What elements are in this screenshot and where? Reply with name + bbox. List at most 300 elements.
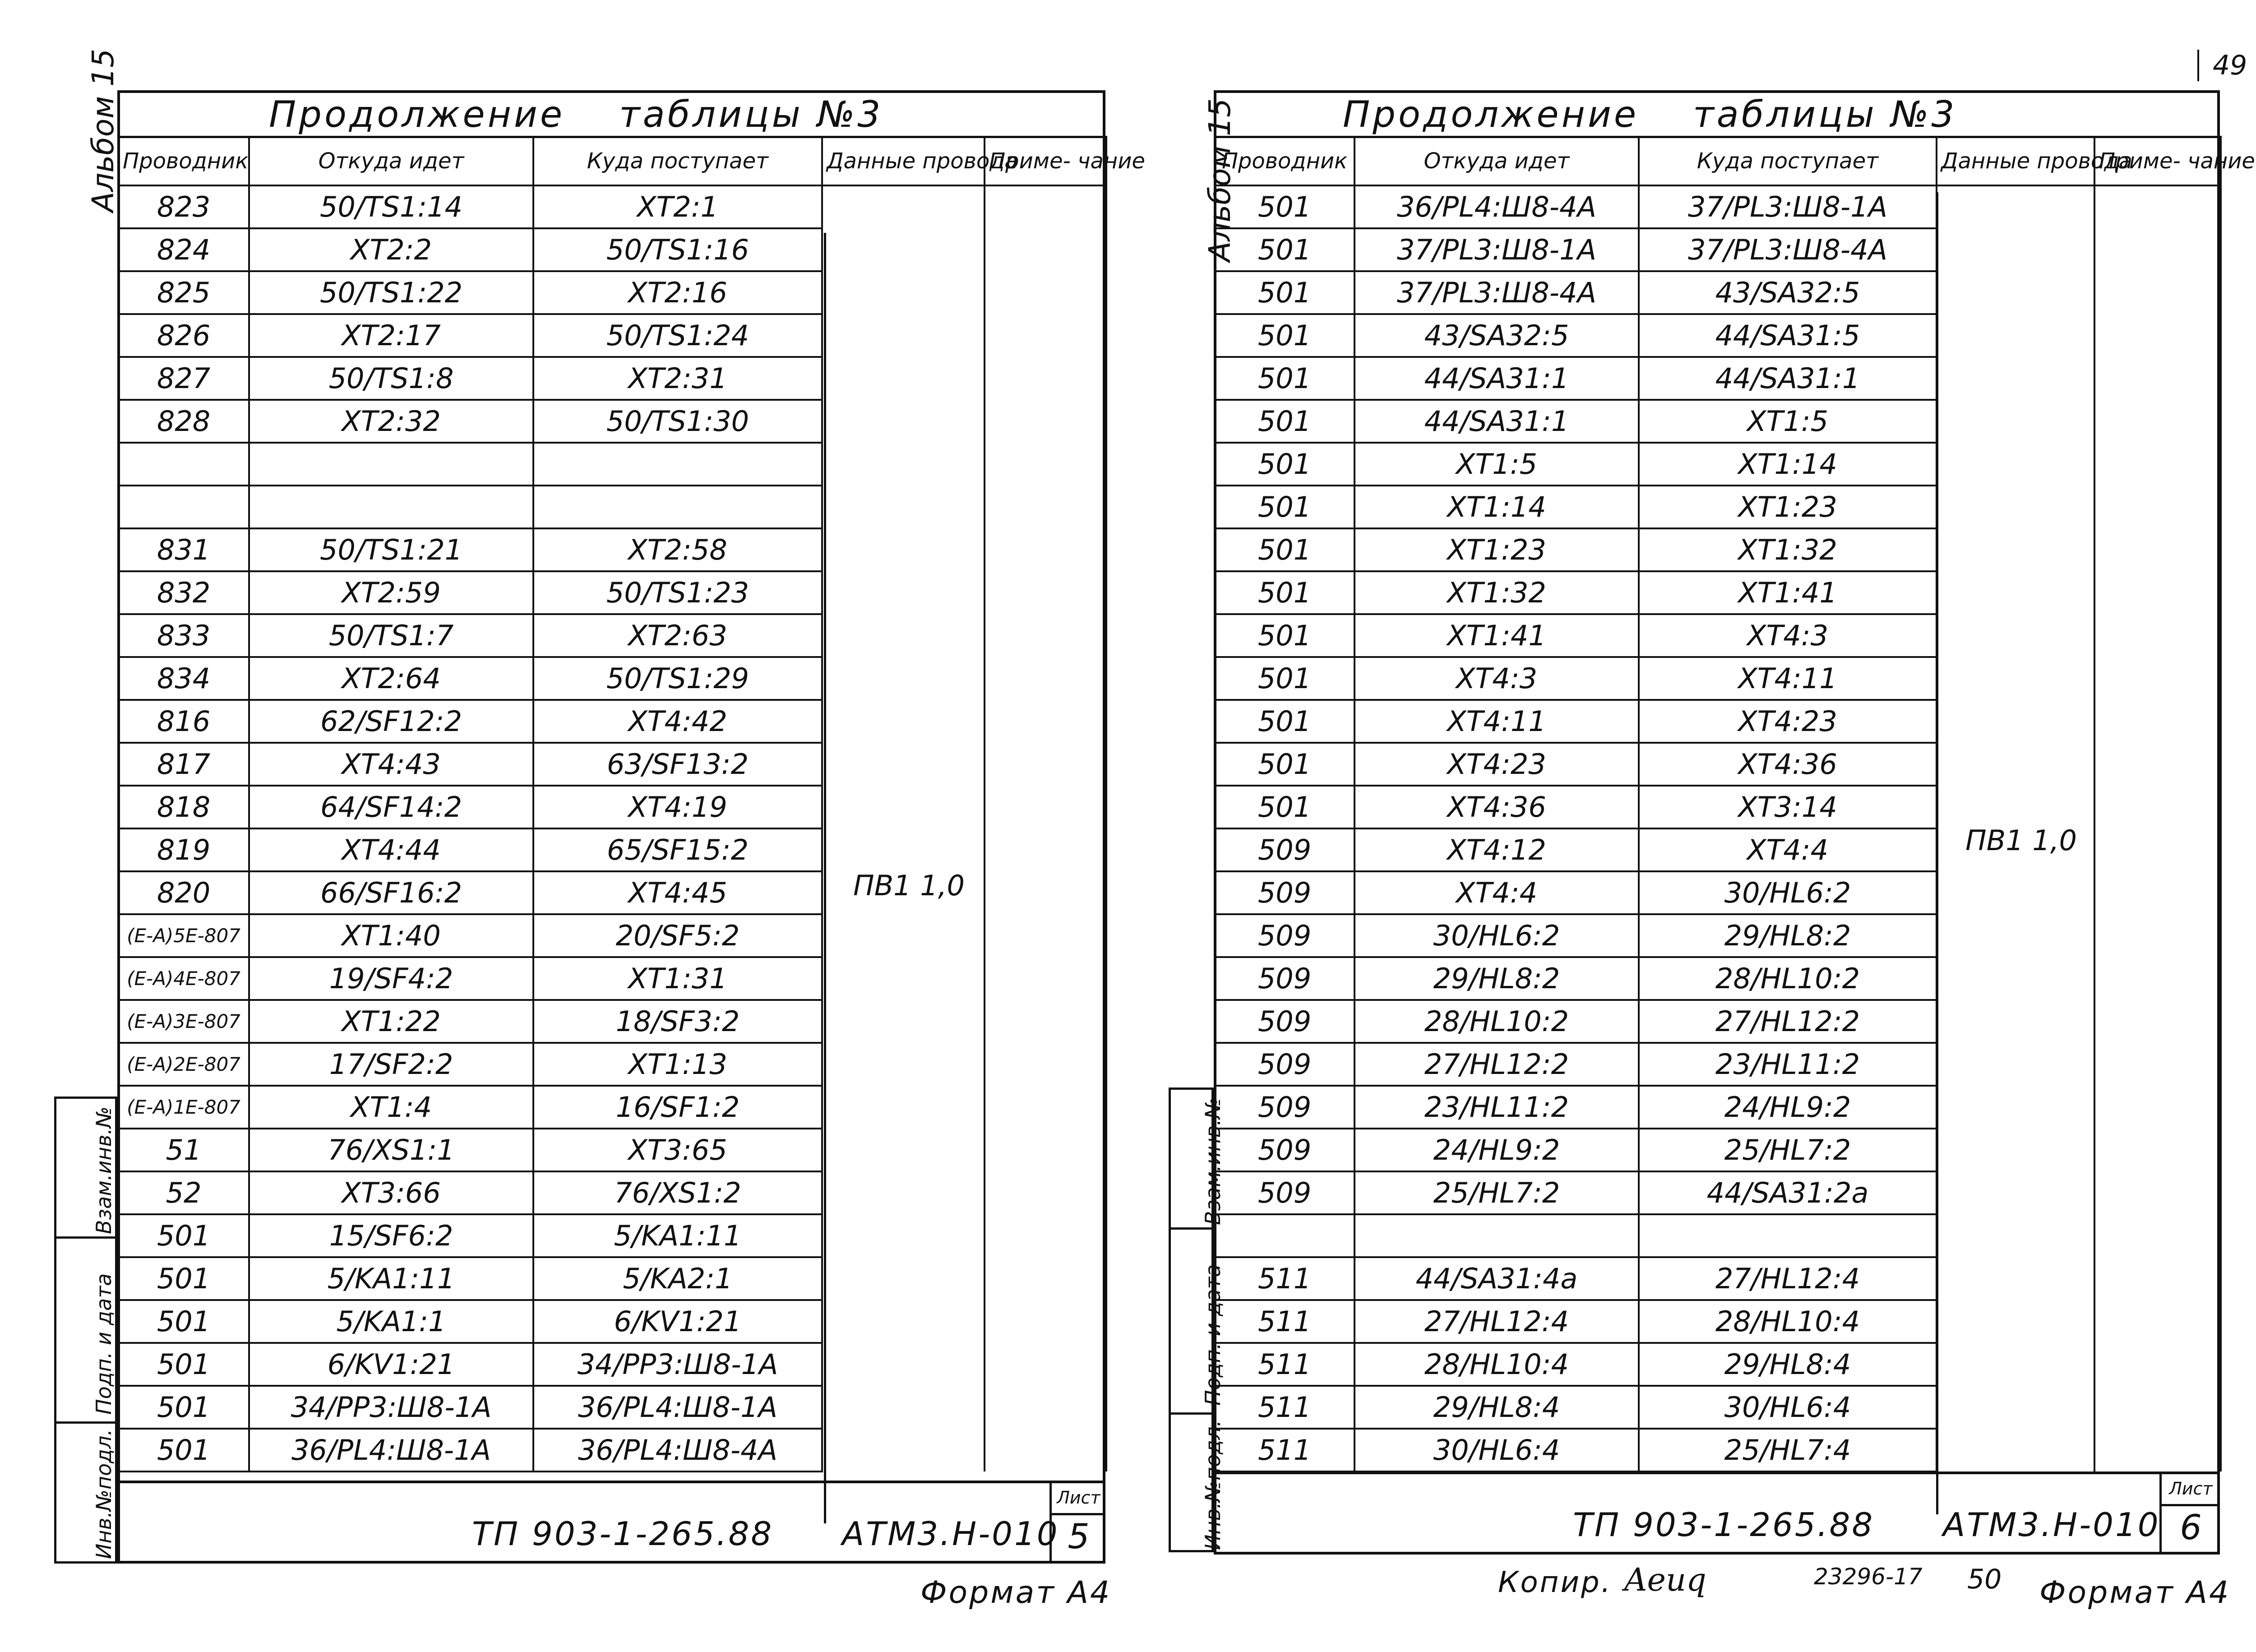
cell-to: 29/HL8:2 [1639, 914, 1937, 957]
cell-from: 44/SA31:1 [1355, 400, 1639, 443]
cell-from: 15/SF6:2 [249, 1214, 533, 1257]
cell-note [985, 314, 1106, 357]
cell-wire: 501 [1215, 486, 1355, 528]
cell-to: XT1:32 [1639, 528, 1937, 571]
cell-wire-data [822, 614, 985, 657]
cell-note [2094, 486, 2221, 528]
cell-wire-data [1937, 1171, 2094, 1214]
cell-to: 37/PL3:Ш8-4А [1639, 228, 1937, 271]
cell-from: 27/HL12:4 [1355, 1300, 1639, 1343]
signature: Aeuq [1624, 1561, 1706, 1598]
cell-wire: 833 [118, 614, 249, 657]
cell-note [985, 1214, 1106, 1257]
cell-note [2094, 743, 2221, 786]
cell-to: 36/PL4:Ш8-1А [533, 1386, 822, 1429]
cell-to: 24/HL9:2 [1639, 1086, 1937, 1129]
table-row [1215, 657, 2221, 700]
cell-note [2094, 657, 2221, 700]
table-row [118, 786, 1106, 828]
cell-to: XT1:41 [1639, 571, 1937, 614]
side-label-inventory: Инв.№подл. [1201, 1420, 1225, 1550]
table-row [1215, 314, 2221, 357]
cell-wire: (E-A)3E-807 [118, 1000, 249, 1043]
cell-note [985, 614, 1106, 657]
table-row [1215, 1300, 2221, 1343]
header-wire-data: Данные провода [1937, 137, 2094, 185]
project-code: ТП 903-1-265.88 [472, 1515, 774, 1553]
cell-wire-data [1937, 700, 2094, 743]
cell-to: XT2:1 [533, 185, 822, 228]
cell-to: 37/PL3:Ш8-1А [1639, 185, 1937, 228]
cell-from: 30/HL6:2 [1355, 914, 1639, 957]
cell-to: 28/HL10:2 [1639, 957, 1937, 1000]
cell-to: XT2:31 [533, 357, 822, 400]
cell-wire-data [1937, 228, 2094, 271]
cell-to [533, 486, 822, 528]
cell-to: XT4:36 [1639, 743, 1937, 786]
table-row [1215, 1214, 2221, 1257]
inventory-number: 23296-17 [1814, 1564, 1923, 1590]
cell-from: 5/KA1:1 [249, 1300, 533, 1343]
cell-note [2094, 1257, 2221, 1300]
copy-note: Копир. [1498, 1566, 1612, 1599]
cell-to: 28/HL10:4 [1639, 1300, 1937, 1343]
cell-wire: 501 [1215, 743, 1355, 786]
cell-from: 19/SF4:2 [249, 957, 533, 1000]
cell-from: XT1:32 [1355, 571, 1639, 614]
cell-from: 50/TS1:7 [249, 614, 533, 657]
cell-to: 27/HL12:2 [1639, 1000, 1937, 1043]
cell-note [2094, 1214, 2221, 1257]
cell-wire-data [822, 1214, 985, 1257]
cell-wire: 511 [1215, 1343, 1355, 1386]
table-row [118, 957, 1106, 1000]
cell-from: 50/TS1:22 [249, 271, 533, 314]
cell-wire-data [1937, 743, 2094, 786]
cell-from: XT1:40 [249, 914, 533, 957]
table-row [1215, 1086, 2221, 1129]
cell-from: 44/SA31:4а [1355, 1257, 1639, 1300]
table-row [118, 314, 1106, 357]
cell-from: XT1:41 [1355, 614, 1639, 657]
cell-wire: 511 [1215, 1300, 1355, 1343]
cell-wire: 501 [118, 1343, 249, 1386]
cell-wire-data [822, 1043, 985, 1086]
cell-from: 43/SA32:5 [1355, 314, 1639, 357]
cell-to: 50/TS1:16 [533, 228, 822, 271]
cell-to: XT1:13 [533, 1043, 822, 1086]
cell-wire: 501 [118, 1300, 249, 1343]
cell-wire: 501 [1215, 657, 1355, 700]
table-row [1215, 228, 2221, 271]
cell-note [985, 228, 1106, 271]
cell-from: 50/TS1:14 [249, 185, 533, 228]
header-wire: Проводник [118, 137, 249, 185]
cell-from: 24/HL9:2 [1355, 1129, 1639, 1171]
cell-wire-data [1937, 1386, 2094, 1429]
cell-note [2094, 400, 2221, 443]
cell-note [985, 1429, 1106, 1472]
cell-wire: 828 [118, 400, 249, 443]
cell-from: 17/SF2:2 [249, 1043, 533, 1086]
cell-from: XT4:23 [1355, 743, 1639, 786]
cell-to: XT2:63 [533, 614, 822, 657]
album-label: Альбом 15 [86, 48, 120, 212]
cell-from: XT1:22 [249, 1000, 533, 1043]
cell-wire-data [1937, 571, 2094, 614]
cell-note [985, 914, 1106, 957]
cell-note [985, 1129, 1106, 1171]
cell-wire: 501 [1215, 357, 1355, 400]
cell-wire: 820 [118, 871, 249, 914]
table-row [118, 271, 1106, 314]
cell-from: XT2:59 [249, 571, 533, 614]
cell-wire-data [822, 1171, 985, 1214]
cell-to: 20/SF5:2 [533, 914, 822, 957]
cell-wire: 509 [1215, 1043, 1355, 1086]
cell-note [985, 1086, 1106, 1129]
cell-wire-data [822, 528, 985, 571]
cell-note [2094, 185, 2221, 228]
album-label: Альбом 15 [1202, 98, 1237, 262]
table-row [1215, 1386, 2221, 1429]
cell-wire-data [1937, 400, 2094, 443]
cell-to: 34/PP3:Ш8-1А [533, 1343, 822, 1386]
header-wire-data: Данные провода [822, 137, 985, 185]
cell-wire: 501 [1215, 400, 1355, 443]
cell-from: 62/SF12:2 [249, 700, 533, 743]
table-row [1215, 1129, 2221, 1171]
table-row [118, 657, 1106, 700]
cell-wire: 831 [118, 528, 249, 571]
table-row [1215, 914, 2221, 957]
cell-note [985, 743, 1106, 786]
title-block [1216, 1472, 2217, 1552]
cell-note [985, 528, 1106, 571]
cell-wire-data [1937, 1214, 2094, 1257]
table-row [1215, 185, 2221, 228]
cell-wire: 501 [118, 1429, 249, 1472]
cell-note [2094, 443, 2221, 486]
cell-note [2094, 1171, 2221, 1214]
cell-note [985, 1300, 1106, 1343]
table-row [1215, 571, 2221, 614]
cell-wire: 511 [1215, 1429, 1355, 1472]
cell-wire-data [822, 486, 985, 528]
side-label-sign-date: Подп. и дата [92, 1273, 116, 1415]
side-label-inventory: Инв.№подл. [92, 1429, 116, 1559]
bottom-page-number: 50 [1967, 1564, 2002, 1595]
cell-note [2094, 1386, 2221, 1429]
cell-to: 25/HL7:2 [1639, 1129, 1937, 1171]
cell-wire-data [822, 1257, 985, 1300]
cell-from: 25/HL7:2 [1355, 1171, 1639, 1214]
cell-wire-data [1937, 1129, 2094, 1171]
table-row [118, 1214, 1106, 1257]
table-row [118, 614, 1106, 657]
cell-from: 29/HL8:2 [1355, 957, 1639, 1000]
cell-note [985, 957, 1106, 1000]
table-row [1215, 700, 2221, 743]
cell-from: XT2:17 [249, 314, 533, 357]
table-title: Продолжение таблицы №3 [1216, 93, 2217, 138]
cell-wire-data [822, 443, 985, 486]
cell-note [985, 1343, 1106, 1386]
cell-from: XT4:36 [1355, 786, 1639, 828]
cell-wire-data [1937, 914, 2094, 957]
cell-wire-data [1937, 185, 2094, 228]
table-row [1215, 957, 2221, 1000]
cell-to: 27/HL12:4 [1639, 1257, 1937, 1300]
cell-wire-data [1937, 357, 2094, 400]
cell-to: 6/KV1:21 [533, 1300, 822, 1343]
table-row [118, 700, 1106, 743]
table-row [1215, 871, 2221, 914]
table-row [118, 1043, 1106, 1086]
cell-wire-data [822, 314, 985, 357]
table-row [118, 1086, 1106, 1129]
cell-to: XT4:23 [1639, 700, 1937, 743]
table-row [1215, 786, 2221, 828]
cell-to: 44/SA31:2а [1639, 1171, 1937, 1214]
cell-wire-data [822, 786, 985, 828]
sheet-box [1049, 1483, 1105, 1561]
cell-wire-data [1937, 871, 2094, 914]
cell-wire-data [822, 657, 985, 700]
sheet-number: 5 [1068, 1516, 1090, 1556]
cell-wire: 501 [118, 1257, 249, 1300]
cell-wire-data [822, 1086, 985, 1129]
cell-wire-data [822, 571, 985, 614]
cell-from: 76/XS1:1 [249, 1129, 533, 1171]
cell-to: 16/SF1:2 [533, 1086, 822, 1129]
table-row [1215, 1257, 2221, 1300]
table-row [118, 914, 1106, 957]
cell-from: 36/PL4:Ш8-4А [1355, 185, 1639, 228]
cell-note [2094, 614, 2221, 657]
cell-to: 30/HL6:2 [1639, 871, 1937, 914]
side-label-replace: Взам.инв.№ [92, 1106, 116, 1234]
cell-to: 63/SF13:2 [533, 743, 822, 786]
cell-to: 25/HL7:4 [1639, 1429, 1937, 1472]
cell-wire: 509 [1215, 1129, 1355, 1171]
cell-from: 30/HL6:4 [1355, 1429, 1639, 1472]
cell-note [2094, 1429, 2221, 1472]
side-label-replace: Взам.инв.№ [1201, 1097, 1225, 1225]
cell-to: 5/KA2:1 [533, 1257, 822, 1300]
table-row [1215, 400, 2221, 443]
cell-from: XT4:11 [1355, 700, 1639, 743]
cell-to: XT4:4 [1639, 828, 1937, 871]
cell-note [2094, 871, 2221, 914]
cell-from: 23/HL11:2 [1355, 1086, 1639, 1129]
sheet-frame [117, 90, 1145, 1564]
side-label-sign-date: Подп. и дата [1201, 1264, 1225, 1406]
cell-note [2094, 1129, 2221, 1171]
cell-from: XT1:5 [1355, 443, 1639, 486]
table-row [1215, 1043, 2221, 1086]
table-row [1215, 1429, 2221, 1472]
cell-from: 66/SF16:2 [249, 871, 533, 914]
cell-note [2094, 1000, 2221, 1043]
cell-from: 36/PL4:Ш8-1А [249, 1429, 533, 1472]
cell-to: XT4:11 [1639, 657, 1937, 700]
table-row [118, 1300, 1106, 1343]
side-stamp-strip [1169, 1087, 1225, 1552]
cell-from [249, 486, 533, 528]
cell-wire-data [822, 1000, 985, 1043]
cell-from: XT4:43 [249, 743, 533, 786]
cell-wire: 817 [118, 743, 249, 786]
wire-data-brace [824, 233, 826, 1523]
cell-wire: 501 [1215, 614, 1355, 657]
table-title: Продолжение таблицы №3 [120, 93, 1103, 138]
sheet-box [2159, 1474, 2220, 1552]
table-row [118, 1429, 1106, 1472]
cell-to: XT3:65 [533, 1129, 822, 1171]
cell-to: 5/KA1:11 [533, 1214, 822, 1257]
title-block [120, 1481, 1103, 1561]
cell-to: XT2:58 [533, 528, 822, 571]
cell-to: XT2:16 [533, 271, 822, 314]
cell-note [985, 571, 1106, 614]
sheet-label: Лист [1057, 1488, 1100, 1508]
cell-wire: (E-A)5E-807 [118, 914, 249, 957]
table-row [1215, 443, 2221, 486]
table-row [118, 1000, 1106, 1043]
cell-wire-data [822, 743, 985, 786]
cell-wire-data [822, 957, 985, 1000]
cell-wire-data [1937, 486, 2094, 528]
cell-wire-data [822, 1386, 985, 1429]
cell-note [2094, 357, 2221, 400]
cell-wire: 501 [118, 1386, 249, 1429]
cell-wire-data [822, 271, 985, 314]
cell-note [2094, 828, 2221, 871]
cell-note [2094, 1043, 2221, 1086]
cell-note [985, 443, 1106, 486]
cell-wire: 501 [1215, 528, 1355, 571]
cell-wire: 501 [1215, 571, 1355, 614]
table-row [118, 486, 1106, 528]
cell-note [985, 357, 1106, 400]
cell-note [2094, 228, 2221, 271]
cell-from: XT4:44 [249, 828, 533, 871]
cell-from: XT4:3 [1355, 657, 1639, 700]
cell-wire-data [822, 1343, 985, 1386]
table-row [118, 357, 1106, 400]
cell-wire: 501 [1215, 228, 1355, 271]
cell-note [985, 1171, 1106, 1214]
cell-to: XT4:42 [533, 700, 822, 743]
cell-wire: 511 [1215, 1386, 1355, 1429]
cell-wire-data [822, 700, 985, 743]
cell-wire-data [822, 228, 985, 271]
table-row [118, 400, 1106, 443]
cell-wire: 51 [118, 1129, 249, 1171]
cell-from: 37/PL3:Ш8-4А [1355, 271, 1639, 314]
table-row [118, 1171, 1106, 1214]
cell-wire-data [822, 914, 985, 957]
cell-from: 5/KA1:11 [249, 1257, 533, 1300]
cell-note [985, 271, 1106, 314]
cell-wire: 509 [1215, 957, 1355, 1000]
cell-to: 18/SF3:2 [533, 1000, 822, 1043]
side-stamp-strip [54, 1097, 117, 1564]
header-wire: Проводник [1215, 137, 1355, 185]
cell-to: XT1:5 [1639, 400, 1937, 443]
cell-wire: 816 [118, 700, 249, 743]
cell-wire: 52 [118, 1171, 249, 1214]
cell-from [1355, 1214, 1639, 1257]
cell-note [985, 1043, 1106, 1086]
wire-data-brace [1936, 192, 1938, 1514]
cell-note [2094, 914, 2221, 957]
cell-from: XT4:12 [1355, 828, 1639, 871]
cell-wire: 501 [1215, 185, 1355, 228]
cell-note [985, 871, 1106, 914]
format-label: Формат А4 [920, 1575, 1112, 1610]
cell-note [2094, 786, 2221, 828]
table-row [118, 228, 1106, 271]
cell-from: 44/SA31:1 [1355, 357, 1639, 400]
cell-to: 50/TS1:29 [533, 657, 822, 700]
cell-wire: (E-A)1E-807 [118, 1086, 249, 1129]
cell-wire-data [1937, 957, 2094, 1000]
table-row [118, 1343, 1106, 1386]
cell-to [1639, 1214, 1937, 1257]
table-row [118, 743, 1106, 786]
table-row [1215, 528, 2221, 571]
cell-wire: 823 [118, 185, 249, 228]
table-row [118, 443, 1106, 486]
cell-wire-data [822, 357, 985, 400]
cell-to: XT3:14 [1639, 786, 1937, 828]
cell-wire: 509 [1215, 1086, 1355, 1129]
cell-wire-data [1937, 614, 2094, 657]
cell-from: XT2:64 [249, 657, 533, 700]
cell-wire: 511 [1215, 1257, 1355, 1300]
cell-to: 29/HL8:4 [1639, 1343, 1937, 1386]
cell-note [985, 185, 1106, 228]
cell-wire-data [822, 185, 985, 228]
cell-note [985, 657, 1106, 700]
corner-page-number: 49 [2197, 50, 2247, 81]
cell-wire-data [1937, 314, 2094, 357]
wire-data-value: ПВ1 1,0 [853, 869, 965, 902]
cell-wire-data [1937, 786, 2094, 828]
sheet-frame [1214, 90, 2255, 1555]
cell-note [2094, 528, 2221, 571]
cell-to: XT1:14 [1639, 443, 1937, 486]
table-row [1215, 743, 2221, 786]
table-header-row [1215, 137, 2221, 185]
wire-data-value: ПВ1 1,0 [1965, 824, 2077, 857]
table-row [1215, 1171, 2221, 1214]
cell-wire-data [822, 1429, 985, 1472]
cell-wire: 834 [118, 657, 249, 700]
table-row [1215, 1343, 2221, 1386]
cell-wire-data [822, 1300, 985, 1343]
cell-wire: 832 [118, 571, 249, 614]
cell-note [985, 1257, 1106, 1300]
cell-wire-data [1937, 657, 2094, 700]
cell-from: XT2:32 [249, 400, 533, 443]
cell-wire-data [1937, 443, 2094, 486]
table-row [1215, 614, 2221, 657]
table-row [118, 185, 1106, 228]
cell-to: 23/HL11:2 [1639, 1043, 1937, 1086]
